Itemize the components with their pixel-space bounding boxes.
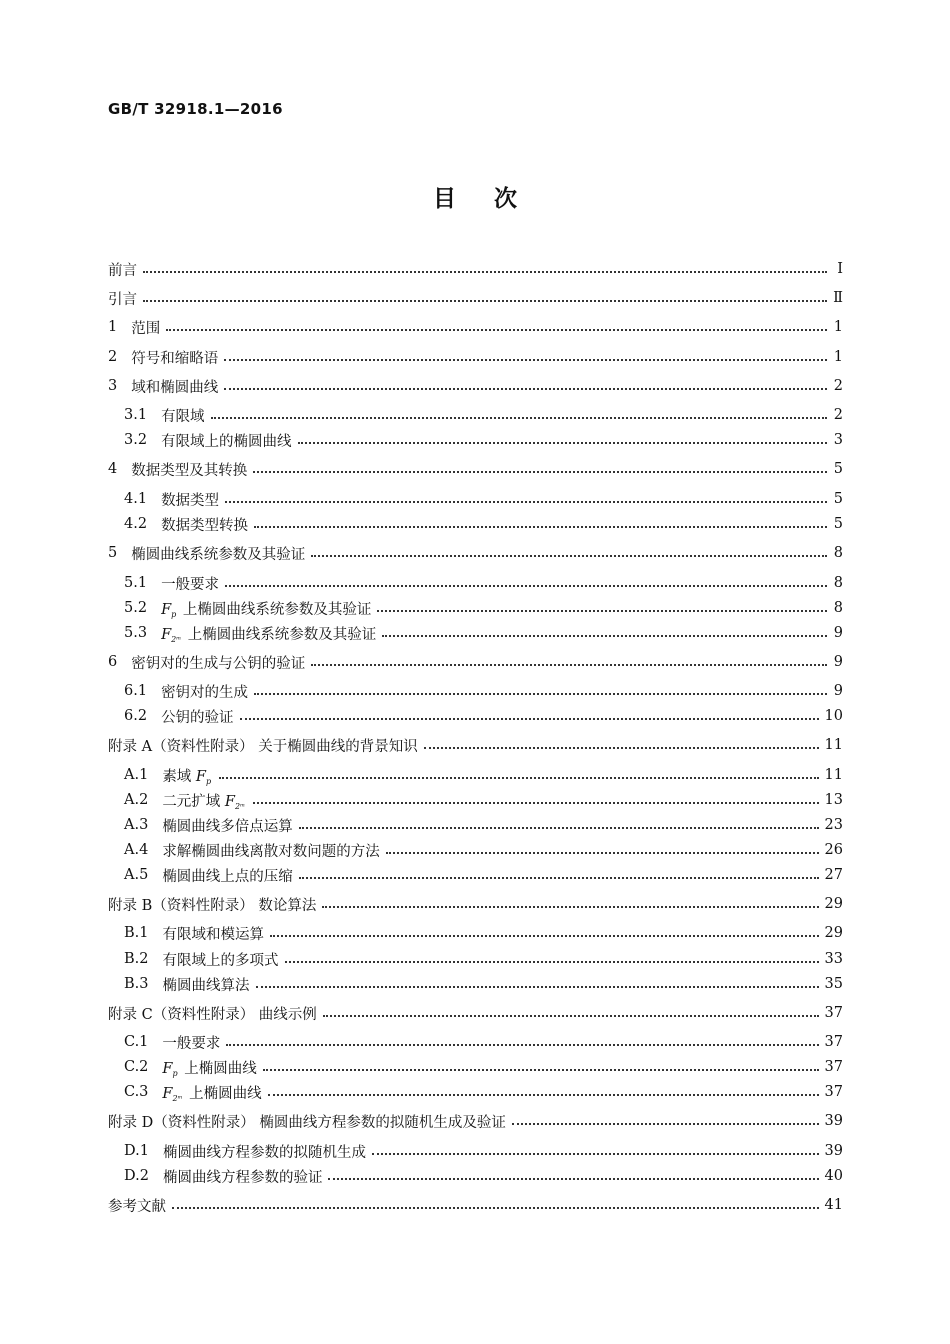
toc-entry-label: 有限域 bbox=[161, 408, 205, 425]
toc-entry-label: 公钥的验证 bbox=[161, 709, 234, 726]
toc-entry-label: 有限域上的多项式 bbox=[162, 952, 279, 969]
toc-entry-page: 8 bbox=[833, 575, 843, 591]
toc-entry-number: 6 bbox=[108, 654, 118, 670]
toc-entry-page: 9 bbox=[833, 654, 843, 670]
toc-entry[interactable] bbox=[108, 1109, 843, 1133]
toc-entry-number: 5.3 bbox=[124, 625, 148, 641]
toc-entry-page: 33 bbox=[824, 951, 843, 967]
toc-entry-page: 5 bbox=[833, 516, 843, 532]
toc-entry-number: B.3 bbox=[124, 976, 149, 992]
toc-entry-number: C.2 bbox=[124, 1059, 149, 1075]
toc-entry-label: 二元扩域 $F_{2ᵐ}$ bbox=[162, 793, 245, 811]
toc-entry[interactable] bbox=[124, 596, 843, 620]
dot-leader bbox=[328, 1177, 818, 1180]
toc-entry[interactable] bbox=[124, 679, 843, 703]
toc-entry-label: 椭圆曲线系统参数及其验证 bbox=[131, 546, 306, 563]
dot-leader bbox=[143, 270, 827, 273]
toc-entry-page: 8 bbox=[833, 545, 843, 561]
toc-entry-number: 5.2 bbox=[124, 600, 148, 616]
toc-entry-page: 40 bbox=[824, 1168, 843, 1184]
toc-entry-page: 26 bbox=[824, 842, 843, 858]
dot-leader bbox=[254, 525, 827, 528]
toc-entry-label: 素域 $F_p$ bbox=[162, 768, 212, 786]
toc-entry-label: $F_p$ 上椭圆曲线系统参数及其验证 bbox=[161, 601, 372, 619]
toc-entry-number: 2 bbox=[108, 349, 118, 365]
toc-entry-page: 37 bbox=[824, 1084, 843, 1100]
toc-entry-label: 椭圆曲线多倍点运算 bbox=[162, 818, 293, 835]
toc-entry-number: 3.2 bbox=[124, 432, 148, 448]
dot-leader bbox=[377, 609, 827, 612]
toc-entry-label: 附录 B（资料性附录） 数论算法 bbox=[108, 897, 317, 914]
toc-entry-page: 27 bbox=[824, 867, 843, 883]
dot-leader bbox=[386, 851, 819, 854]
toc-entry-label: 求解椭圆曲线离散对数问题的方法 bbox=[162, 843, 380, 860]
toc-entry-page: Ⅱ bbox=[833, 290, 843, 306]
toc-entry-label: 一般要求 bbox=[162, 1035, 221, 1052]
toc-entry[interactable] bbox=[124, 763, 843, 787]
toc-entry-page: 3 bbox=[833, 432, 843, 448]
toc-entry[interactable] bbox=[124, 704, 843, 728]
toc-entry-number: 4 bbox=[108, 461, 118, 477]
toc-entry-number: 1 bbox=[108, 319, 118, 335]
toc-entry-page: 23 bbox=[824, 817, 843, 833]
toc-entry-label: 附录 C（资料性附录） 曲线示例 bbox=[108, 1006, 317, 1023]
toc-entry-number: B.2 bbox=[124, 951, 149, 967]
toc-entry[interactable] bbox=[108, 733, 843, 757]
toc-entry-page: 10 bbox=[824, 708, 843, 724]
toc-entry[interactable] bbox=[124, 863, 843, 887]
dot-leader bbox=[299, 876, 819, 879]
toc-entry-page: 39 bbox=[824, 1113, 843, 1129]
toc-entry-label: $F_{2ᵐ}$ 上椭圆曲线系统参数及其验证 bbox=[161, 626, 377, 644]
dot-leader bbox=[299, 826, 819, 829]
toc-entry-page: 37 bbox=[824, 1034, 843, 1050]
toc-entry-page: 29 bbox=[824, 896, 843, 912]
dot-leader bbox=[285, 960, 819, 963]
toc-entry[interactable] bbox=[108, 650, 843, 674]
toc-entry-number: 3 bbox=[108, 378, 118, 394]
dot-leader bbox=[253, 470, 827, 473]
dot-leader bbox=[143, 299, 827, 302]
toc-entry[interactable] bbox=[124, 947, 843, 971]
toc-entry[interactable] bbox=[108, 1193, 843, 1217]
dot-leader bbox=[372, 1152, 819, 1155]
dot-leader bbox=[268, 1093, 819, 1096]
toc-entry-label: 椭圆曲线上点的压缩 bbox=[162, 868, 293, 885]
toc-entry-label: 数据类型转换 bbox=[161, 517, 249, 534]
toc-entry-page: 9 bbox=[833, 683, 843, 699]
toc-entry[interactable] bbox=[124, 1164, 843, 1188]
dot-leader bbox=[424, 746, 819, 749]
toc-entry-number: A.4 bbox=[124, 842, 149, 858]
dot-leader bbox=[254, 692, 827, 695]
toc-entry-page: 5 bbox=[833, 491, 843, 507]
toc-entry-page: 11 bbox=[824, 737, 843, 753]
dot-leader bbox=[225, 584, 827, 587]
toc-entry-page: 1 bbox=[833, 319, 843, 335]
toc-entry-number: 5.1 bbox=[124, 575, 148, 591]
toc-entry-page: 35 bbox=[824, 976, 843, 992]
toc-entry[interactable] bbox=[108, 257, 843, 281]
toc-entry-page: 37 bbox=[824, 1005, 843, 1021]
toc-entry[interactable] bbox=[124, 428, 843, 452]
toc-entry[interactable] bbox=[124, 571, 843, 595]
toc-entry-number: D.1 bbox=[124, 1143, 149, 1159]
toc-entry-label: $F_p$ 上椭圆曲线 bbox=[162, 1060, 257, 1078]
toc-entry-page: 9 bbox=[833, 625, 843, 641]
dot-leader bbox=[311, 663, 827, 666]
toc-entry[interactable] bbox=[124, 1080, 843, 1104]
dot-leader bbox=[166, 328, 827, 331]
dot-leader bbox=[256, 985, 819, 988]
toc-entry-label: 有限域上的椭圆曲线 bbox=[161, 433, 292, 450]
dot-leader bbox=[211, 416, 827, 419]
toc-entry-page: 1 bbox=[833, 349, 843, 365]
toc-entry-page: 13 bbox=[824, 792, 843, 808]
dot-leader bbox=[172, 1206, 819, 1209]
toc-entry[interactable] bbox=[124, 788, 843, 812]
toc-entry-page: 2 bbox=[833, 407, 843, 423]
toc-entry[interactable] bbox=[108, 374, 843, 398]
toc-entry-page: Ⅰ bbox=[837, 261, 843, 277]
dot-leader bbox=[219, 776, 818, 779]
toc-entry[interactable] bbox=[108, 1001, 843, 1025]
toc-entry-label: 一般要求 bbox=[161, 576, 220, 593]
toc-entry-label: 有限域和模运算 bbox=[162, 926, 264, 943]
dot-leader bbox=[224, 387, 827, 390]
toc-entry-number: 5 bbox=[108, 545, 118, 561]
toc-entry-page: 11 bbox=[824, 767, 843, 783]
toc-entry-label: $F_{2ᵐ}$ 上椭圆曲线 bbox=[162, 1085, 262, 1103]
toc-entry-number: C.1 bbox=[124, 1034, 149, 1050]
toc-entry-page: 8 bbox=[833, 600, 843, 616]
toc-entry-label: 附录 A（资料性附录） 关于椭圆曲线的背景知识 bbox=[108, 738, 418, 755]
standard-code: GB/T 32918.1—2016 bbox=[108, 100, 283, 118]
toc-entry-label: 椭圆曲线算法 bbox=[162, 977, 250, 994]
toc-entry[interactable] bbox=[124, 921, 843, 945]
dot-leader bbox=[298, 441, 827, 444]
toc-entry-label: 域和椭圆曲线 bbox=[131, 379, 219, 396]
dot-leader bbox=[311, 554, 827, 557]
toc-entry[interactable] bbox=[124, 1030, 843, 1054]
toc-entry-label: 符号和缩略语 bbox=[131, 350, 219, 367]
toc-entry[interactable] bbox=[124, 813, 843, 837]
toc-entry-page: 5 bbox=[833, 461, 843, 477]
toc-entry-label: 椭圆曲线方程参数的验证 bbox=[162, 1169, 323, 1186]
toc-entry-number: C.3 bbox=[124, 1084, 149, 1100]
toc-entry[interactable] bbox=[108, 541, 843, 565]
toc-entry[interactable] bbox=[124, 1139, 843, 1163]
toc-entry[interactable] bbox=[108, 315, 843, 339]
toc-entry[interactable] bbox=[124, 487, 843, 511]
toc-entry-label: 引言 bbox=[108, 291, 137, 308]
toc-entry[interactable] bbox=[124, 621, 843, 645]
toc-entry-page: 29 bbox=[824, 925, 843, 941]
toc-entry-label: 范围 bbox=[131, 320, 161, 337]
toc-entry-page: 41 bbox=[824, 1197, 843, 1213]
toc-entry-number: 3.1 bbox=[124, 407, 148, 423]
toc-entry-number: D.2 bbox=[124, 1168, 149, 1184]
toc-entry-number: 6.2 bbox=[124, 708, 148, 724]
dot-leader bbox=[253, 801, 819, 804]
dot-leader bbox=[263, 1068, 819, 1071]
toc-entry-label: 数据类型及其转换 bbox=[131, 462, 248, 479]
toc-entry[interactable] bbox=[124, 838, 843, 862]
dot-leader bbox=[382, 634, 827, 637]
dot-leader bbox=[323, 1014, 819, 1017]
dot-leader bbox=[225, 500, 827, 503]
toc-entry-label: 附录 D（资料性附录） 椭圆曲线方程参数的拟随机生成及验证 bbox=[108, 1114, 506, 1131]
dot-leader bbox=[224, 358, 827, 361]
dot-leader bbox=[322, 905, 818, 908]
toc-entry-page: 2 bbox=[833, 378, 843, 394]
toc-entry-number: A.1 bbox=[124, 767, 149, 783]
toc-entry-number: A.2 bbox=[124, 792, 149, 808]
toc-entry[interactable] bbox=[108, 286, 843, 310]
toc-entry-number: A.3 bbox=[124, 817, 149, 833]
page-title: 目次 bbox=[433, 186, 555, 212]
toc-entry-number: B.1 bbox=[124, 925, 149, 941]
toc-entry[interactable] bbox=[124, 972, 843, 996]
toc-entry[interactable] bbox=[124, 1055, 843, 1079]
toc-entry-number: 6.1 bbox=[124, 683, 148, 699]
toc-entry[interactable] bbox=[108, 457, 843, 481]
toc-entry-label: 参考文献 bbox=[108, 1198, 166, 1215]
dot-leader bbox=[240, 717, 819, 720]
toc-entry[interactable] bbox=[108, 892, 843, 916]
dot-leader bbox=[512, 1122, 819, 1125]
toc-entry[interactable] bbox=[124, 512, 843, 536]
toc-entry-label: 椭圆曲线方程参数的拟随机生成 bbox=[162, 1144, 366, 1161]
toc-entry-page: 39 bbox=[824, 1143, 843, 1159]
toc-entry-number: 4.1 bbox=[124, 491, 148, 507]
toc-entry[interactable] bbox=[108, 345, 843, 369]
dot-leader bbox=[226, 1043, 818, 1046]
toc-entry-label: 密钥对的生成与公钥的验证 bbox=[131, 655, 306, 672]
toc-entry[interactable] bbox=[124, 403, 843, 427]
toc-entry-number: 4.2 bbox=[124, 516, 148, 532]
dot-leader bbox=[270, 934, 819, 937]
toc-entry-page: 37 bbox=[824, 1059, 843, 1075]
toc-entry-label: 数据类型 bbox=[161, 492, 220, 509]
toc-entry-label: 密钥对的生成 bbox=[161, 684, 249, 701]
toc-entry-number: A.5 bbox=[124, 867, 149, 883]
toc-entry-label: 前言 bbox=[108, 262, 137, 279]
